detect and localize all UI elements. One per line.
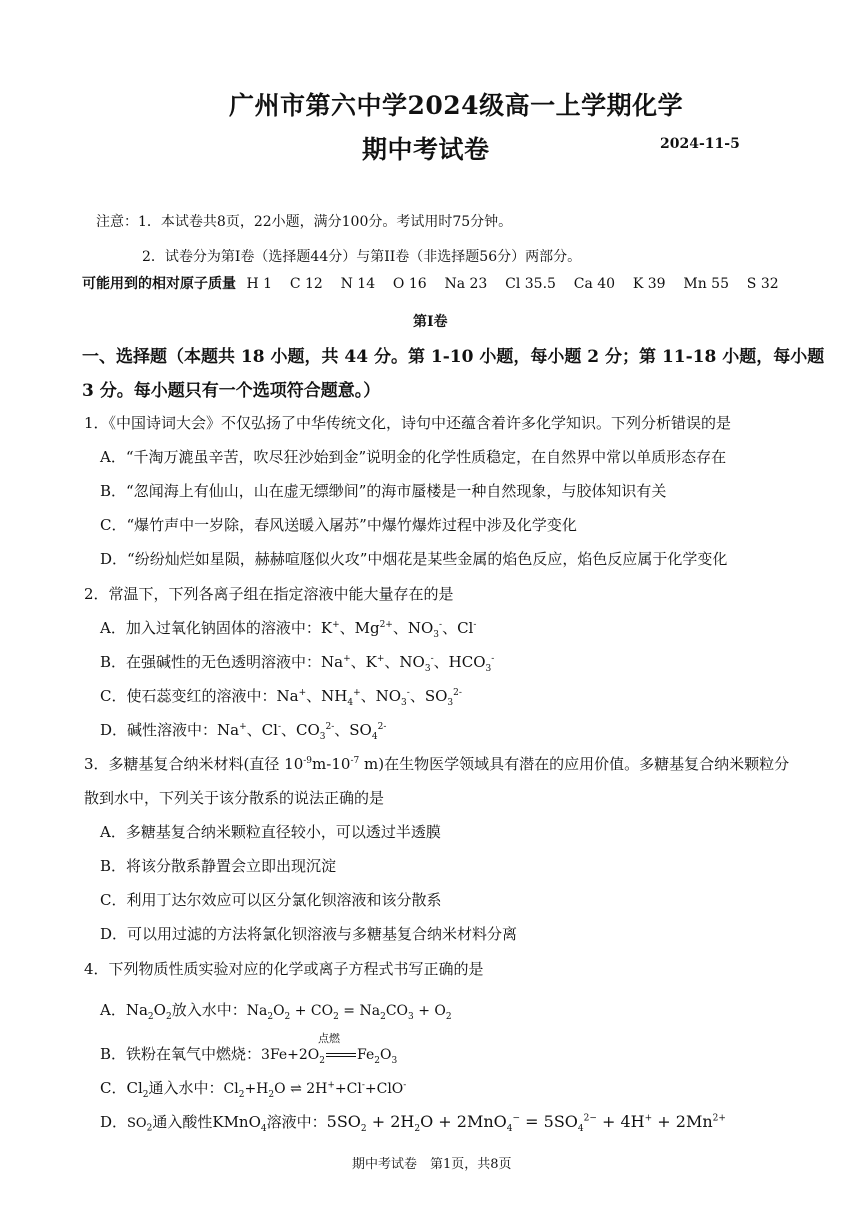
q4-d-label: D． <box>100 1113 128 1131</box>
exam-date: 2024-11-5 <box>660 136 740 152</box>
q2-option-a <box>100 617 476 638</box>
q3-stem-a: 3．多糖基复合纳米材料(直径 10 <box>84 755 304 773</box>
q4-a-label: A． <box>100 1001 126 1019</box>
q3-exp1: -9 <box>303 756 313 766</box>
q1-option-a: A．“千淘万漉虽辛苦，吹尽狂沙始到金”说明金的化学性质稳定，在自然界中常以单质形态存在 <box>100 448 727 466</box>
q4-option-a <box>100 999 452 1020</box>
q4-b-text: B．铁粉在氧气中燃烧： <box>100 1045 262 1063</box>
q4-c-label: C． <box>100 1079 127 1097</box>
q4-a-equation: $Na_2O_2 + CO_2 = Na_2CO_3 + O_2$ <box>246 1003 452 1022</box>
q3-stem-c: m)在生物医学领域具有潜在的应用价值。多糖基复合纳米颗粒分 <box>359 755 790 773</box>
q1-option-d: D．“纷纷灿烂如星陨，赫赫喧豗似火攻”中烟花是某些金属的焰色反应，焰色反应属于化学变化 <box>100 550 728 568</box>
q2-d-ions: Na+、Cl-、$CO_3^{2-}$、$SO_4^{2-}$ <box>217 721 387 742</box>
page-footer: 期中考试卷 第1页，共8页 <box>352 1157 512 1172</box>
q4-stem: 4．下列物质性质实验对应的化学或离子方程式书写正确的是 <box>84 960 484 978</box>
q2-a-text: A．加入过氧化钠固体的溶液中： <box>100 619 321 637</box>
q2-a-ions: K+、$Mg^{2+}$、$NO_3^-$、Cl- <box>320 619 477 640</box>
q3-option-b: B．将该分散系静置会立即出现沉淀 <box>100 857 337 875</box>
q2-c-ions: Na+、$NH_4^+$、$NO_3^-$、$SO_3^{2-}$ <box>276 687 462 708</box>
q4-c-equation: $Cl_2+H_2O$ ⇌ 2H++Cl-+ClO- <box>223 1080 407 1100</box>
q1-option-b: B．“忽闻海上有仙山，山在虚无缥缈间”的海市蜃楼是一种自然现象，与胶体知识有关 <box>100 482 667 500</box>
q3-stem-line2: 散到水中，下列关于该分散系的说法正确的是 <box>84 789 385 807</box>
q2-b-ions: Na+、K+、$NO_3^-$、$HCO_3^-$ <box>321 653 495 674</box>
q4-b-equation: $3Fe+2O_2$ $Fe_2O_3$ <box>261 1047 398 1066</box>
q4-d-text2: 溶液中： <box>266 1113 327 1131</box>
atomic-mass-line <box>82 273 779 293</box>
q3-option-c: C．利用丁达尔效应可以区分氯化钡溶液和该分散系 <box>100 891 442 909</box>
q1-stem: 1．《中国诗词大会》不仅弘扬了中华传统文化，诗句中还蕴含着许多化学知识。下列分析错误的是 <box>84 414 732 432</box>
exam-title-line2: 期中考试卷 <box>362 135 490 164</box>
volume-label: 第I卷 <box>413 314 448 330</box>
section-heading-line1: 一、选择题（本题共 18 小题，共 44 分。第 1-10 小题，每小题 2 分；第 11-18 小题，每小题 <box>82 347 825 367</box>
section-heading-line2: 3 分。每小题只有一个选项符合题意。） <box>82 381 381 401</box>
q2-b-text: B．在强碱性的无色透明溶液中： <box>100 653 322 671</box>
q1-option-c: C．“爆竹声中一岁除，春风送暖入屠苏”中爆竹爆炸过程中涉及化学变化 <box>100 516 577 534</box>
q4-option-d <box>100 1111 726 1135</box>
q4-option-b <box>100 1043 397 1064</box>
q3-option-d: D．可以用过滤的方法将氯化钡溶液与多糖基复合纳米材料分离 <box>100 925 518 943</box>
q2-option-b <box>100 651 494 672</box>
exam-title-line1: 广州市第六中学2024级高一上学期化学 <box>229 91 684 120</box>
q3-stem-b: m-10 <box>312 755 351 773</box>
q4-option-c <box>100 1077 406 1098</box>
q4-d-text: 通入酸性 <box>152 1113 213 1131</box>
q2-option-c <box>100 685 462 706</box>
q2-stem: 2．常温下，下列各离子组在指定溶液中能大量存在的是 <box>84 585 454 603</box>
q4-d-formula-so2: $SO_2$ <box>127 1116 153 1134</box>
q2-option-d <box>100 719 386 740</box>
q2-d-text: D．碱性溶液中： <box>100 721 218 739</box>
q3-exp2: -7 <box>350 756 360 766</box>
q4-d-formula-kmno4: KMnO$_4$ <box>212 1113 267 1134</box>
q4-d-equation: $5SO_2 + 2H_2O + 2MnO_4^- = 5SO_4^{2-} + 4H^+ + 2Mn^{2+}$ <box>326 1112 726 1135</box>
q4-a-formula: $Na_2O_2$ <box>125 1001 172 1022</box>
q4-c-formula: $Cl_2$ <box>126 1079 149 1100</box>
q3-option-a: A．多糖基复合纳米颗粒直径较小，可以透过半透膜 <box>100 823 441 841</box>
note-2: 2．试卷分为第I卷（选择题44分）与第II卷（非选择题56分）两部分。 <box>142 249 582 265</box>
q3-stem-line1 <box>84 753 789 774</box>
q4-b-condition: 点燃 <box>318 1032 340 1045</box>
atomic-mass-values: H 1 C 12 N 14 O 16 Na 23 Cl 35.5 Ca 40 K 39 Mn 55 S 32 <box>246 276 779 292</box>
q2-c-text: C．使石蕊变红的溶液中： <box>100 687 277 705</box>
q4-a-text: 放入水中： <box>171 1001 247 1019</box>
atomic-mass-label: 可能用到的相对原子质量 <box>82 276 236 292</box>
q4-c-text: 通入水中： <box>148 1079 224 1097</box>
note-1: 注意：1．本试卷共8页，22小题，满分100分。考试用时75分钟。 <box>96 214 513 230</box>
